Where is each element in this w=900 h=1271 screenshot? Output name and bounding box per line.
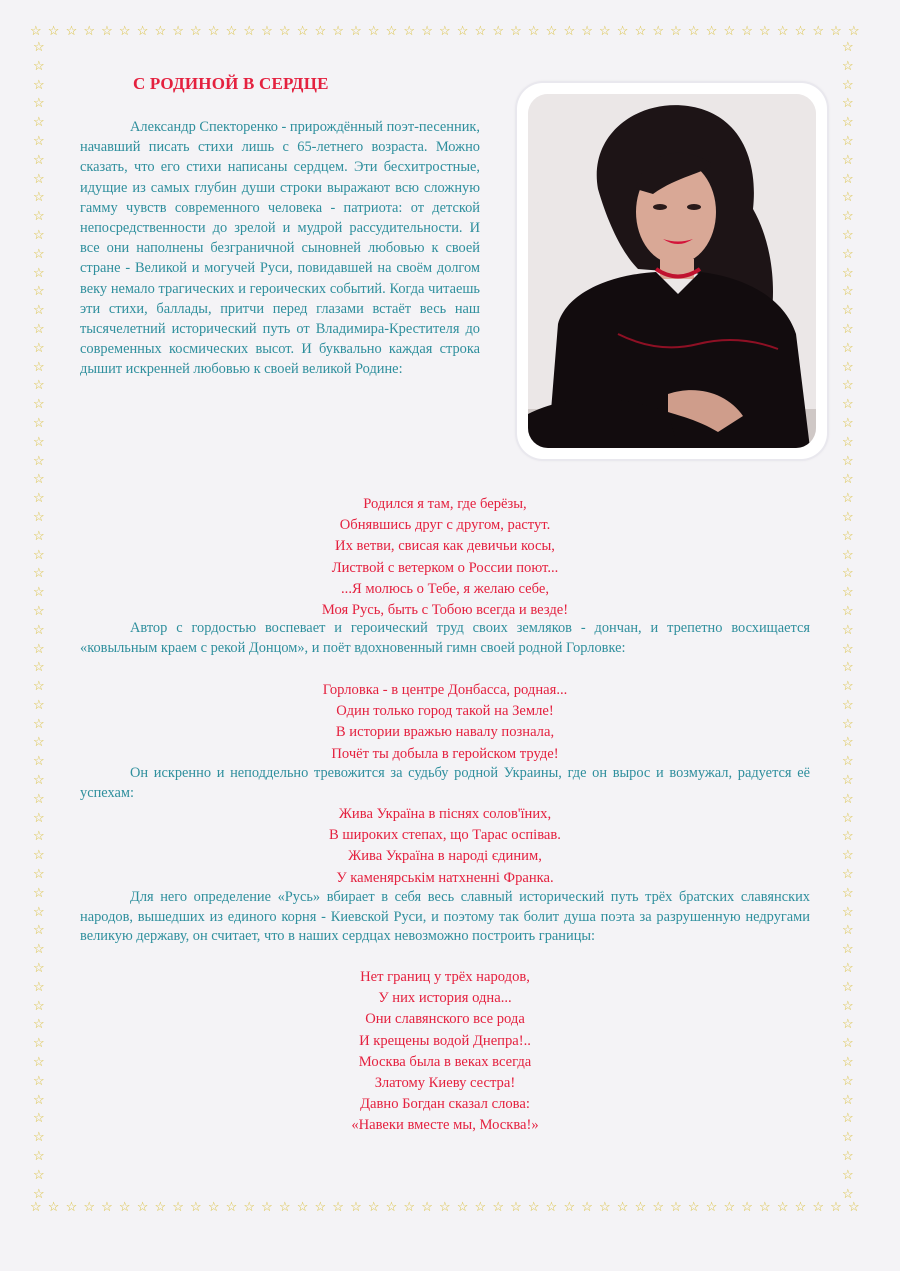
star-icon: ☆ (842, 602, 854, 618)
poem-line: Нет границ у трёх народов, (360, 969, 530, 985)
star-icon: ☆ (812, 23, 825, 38)
star-icon: ☆ (842, 339, 854, 355)
star-icon: ☆ (33, 132, 45, 148)
star-icon: ☆ (723, 23, 736, 38)
star-icon: ☆ (33, 1166, 45, 1182)
star-icon: ☆ (33, 95, 45, 111)
star-icon: ☆ (687, 1199, 700, 1214)
star-icon: ☆ (842, 490, 854, 506)
star-icon: ☆ (842, 320, 854, 336)
star-icon: ☆ (33, 114, 45, 130)
star-icon: ☆ (842, 715, 854, 731)
star-icon: ☆ (545, 1199, 558, 1214)
left-star-border (33, 40, 45, 1200)
star-icon: ☆ (842, 847, 854, 863)
star-icon: ☆ (842, 471, 854, 487)
star-icon: ☆ (33, 1091, 45, 1107)
star-icon: ☆ (842, 377, 854, 393)
star-icon: ☆ (33, 903, 45, 919)
poem-line: У них история одна... (378, 990, 512, 1007)
star-icon: ☆ (33, 659, 45, 675)
star-icon: ☆ (842, 621, 854, 637)
star-icon: ☆ (741, 1199, 753, 1214)
star-icon: ☆ (33, 396, 45, 412)
star-icon: ☆ (207, 23, 220, 38)
star-icon: ☆ (759, 23, 771, 38)
star-icon: ☆ (510, 1199, 522, 1214)
star-icon: ☆ (842, 189, 854, 205)
star-icon: ☆ (350, 1199, 362, 1214)
star-icon: ☆ (842, 696, 854, 712)
star-icon: ☆ (33, 433, 45, 449)
star-icon: ☆ (563, 23, 576, 38)
star-icon: ☆ (842, 132, 854, 148)
star-icon: ☆ (794, 23, 807, 38)
poem-birches (80, 494, 810, 621)
star-icon: ☆ (33, 941, 45, 957)
poem-line: Москва была в веках всегда (358, 1053, 532, 1070)
star-icon: ☆ (527, 23, 540, 38)
star-icon: ☆ (33, 226, 45, 242)
star-icon: ☆ (842, 39, 854, 54)
star-icon: ☆ (842, 1129, 854, 1145)
star-icon: ☆ (33, 546, 45, 562)
top-star-border (30, 24, 860, 37)
star-icon: ☆ (33, 884, 45, 900)
star-icon: ☆ (350, 23, 362, 38)
poem-line: В истории вражью навалу познала, (335, 724, 555, 741)
star-icon: ☆ (33, 565, 45, 581)
portrait-image (528, 94, 816, 448)
star-icon: ☆ (403, 23, 416, 38)
star-icon: ☆ (842, 245, 854, 261)
star-icon: ☆ (842, 922, 854, 938)
star-icon: ☆ (243, 23, 256, 38)
star-icon: ☆ (794, 1199, 807, 1214)
star-icon: ☆ (616, 23, 629, 38)
star-icon: ☆ (492, 23, 504, 38)
star-icon: ☆ (842, 790, 854, 806)
star-icon: ☆ (847, 1199, 860, 1214)
star-icon: ☆ (33, 922, 45, 938)
star-icon: ☆ (33, 490, 45, 506)
star-icon: ☆ (101, 23, 113, 38)
star-icon: ☆ (33, 1185, 45, 1201)
star-icon: ☆ (33, 452, 45, 468)
star-icon: ☆ (842, 884, 854, 900)
poem-line: Горловка - в центре Донбасса, родная... (322, 682, 568, 698)
star-icon: ☆ (670, 1199, 682, 1214)
star-icon: ☆ (842, 414, 854, 430)
star-icon: ☆ (207, 1199, 220, 1214)
star-icon: ☆ (842, 809, 854, 825)
star-icon: ☆ (33, 1072, 45, 1088)
poem-line: Почёт ты добыла в геройском труде! (331, 745, 559, 762)
poem-three-peoples (80, 967, 810, 1137)
star-icon: ☆ (33, 208, 45, 224)
star-icon: ☆ (33, 847, 45, 863)
star-icon: ☆ (47, 1199, 60, 1214)
star-icon: ☆ (634, 1199, 647, 1214)
star-icon: ☆ (705, 1199, 718, 1214)
star-icon: ☆ (456, 23, 469, 38)
star-icon: ☆ (842, 508, 854, 524)
page-title: С РОДИНОЙ В СЕРДЦЕ (133, 74, 329, 93)
star-icon: ☆ (33, 960, 45, 976)
star-icon: ☆ (842, 997, 854, 1013)
star-icon: ☆ (314, 1199, 327, 1214)
star-icon: ☆ (842, 57, 854, 73)
poem-line: Обнявшись друг с другом, растут. (339, 517, 551, 534)
star-icon: ☆ (842, 151, 854, 167)
star-icon: ☆ (812, 1199, 825, 1214)
star-icon: ☆ (842, 433, 854, 449)
star-icon: ☆ (842, 640, 854, 656)
poem-line: Моя Русь, быть с Тобою всегда и везде! (321, 602, 569, 619)
star-icon: ☆ (33, 377, 45, 393)
star-icon: ☆ (599, 23, 611, 38)
star-icon: ☆ (456, 1199, 469, 1214)
star-icon: ☆ (527, 1199, 540, 1214)
star-icon: ☆ (33, 678, 45, 694)
poem-line: Давно Богдан сказал слова: (360, 1096, 530, 1113)
star-icon: ☆ (33, 621, 45, 637)
star-icon: ☆ (842, 753, 854, 769)
star-icon: ☆ (225, 23, 238, 38)
star-icon: ☆ (545, 23, 558, 38)
star-icon: ☆ (842, 1091, 854, 1107)
poem-line: Они славянского все рода (365, 1011, 525, 1028)
star-icon: ☆ (136, 1199, 149, 1214)
star-icon: ☆ (33, 790, 45, 806)
star-icon: ☆ (842, 1166, 854, 1182)
author-portrait (528, 94, 816, 448)
right-star-border (842, 40, 854, 1200)
star-icon: ☆ (776, 1199, 789, 1214)
star-icon: ☆ (842, 358, 854, 374)
star-icon: ☆ (687, 23, 700, 38)
star-icon: ☆ (842, 546, 854, 562)
star-icon: ☆ (842, 941, 854, 957)
star-icon: ☆ (33, 809, 45, 825)
star-icon: ☆ (172, 23, 184, 38)
star-icon: ☆ (65, 23, 78, 38)
poem-line: ...Я молюсь о Тебе, я желаю себе, (341, 580, 549, 597)
star-icon: ☆ (581, 1199, 593, 1214)
star-icon: ☆ (385, 23, 398, 38)
star-icon: ☆ (154, 1199, 167, 1214)
star-icon: ☆ (842, 565, 854, 581)
poem-line: Жива Україна в піснях солов'їних, (338, 806, 552, 822)
star-icon: ☆ (83, 1199, 95, 1214)
star-icon: ☆ (403, 1199, 416, 1214)
star-icon: ☆ (634, 23, 647, 38)
star-icon: ☆ (842, 208, 854, 224)
star-icon: ☆ (154, 23, 167, 38)
star-icon: ☆ (842, 734, 854, 750)
star-icon: ☆ (33, 264, 45, 280)
star-icon: ☆ (616, 1199, 629, 1214)
star-icon: ☆ (33, 414, 45, 430)
poem-line: Златому Киеву сестра! (374, 1075, 516, 1092)
star-icon: ☆ (33, 772, 45, 788)
poem-line: Один только город такой на Земле! (336, 703, 554, 720)
star-icon: ☆ (705, 23, 718, 38)
star-icon: ☆ (842, 527, 854, 543)
star-icon: ☆ (261, 23, 273, 38)
star-icon: ☆ (842, 903, 854, 919)
star-icon: ☆ (33, 696, 45, 712)
star-icon: ☆ (172, 1199, 184, 1214)
poem-line: И крещены водой Днепра!.. (359, 1032, 531, 1049)
star-icon: ☆ (842, 283, 854, 299)
poem-line: У каменярськім натхненні Франка. (336, 869, 554, 886)
star-icon: ☆ (741, 23, 753, 38)
star-icon: ☆ (367, 1199, 380, 1214)
star-icon: ☆ (33, 170, 45, 186)
star-icon: ☆ (652, 23, 664, 38)
star-icon: ☆ (842, 1148, 854, 1164)
star-icon: ☆ (118, 23, 131, 38)
star-icon: ☆ (759, 1199, 771, 1214)
poem-line: Листвой с ветерком о России поют... (331, 559, 559, 576)
star-icon: ☆ (33, 471, 45, 487)
intro-paragraph: Александр Спекторенко - прирождённый поэт-песенник, начавший писать стихи лишь с 65-летнего возраста. Можно сказать, что его стихи написаны сердцем. Эти бесхитростные, идущие из самых глубин души строки выражают всю сложную гамму чувств современного человека - патриота: от детской непосредственности до зрелой и мудрой рассудительности. И все они наполнены безграничной сыновней любовью к своей стране - Великой и могучей Руси, повидавшей на своём долгом веку немало трагических и героических событий. Когда читаешь эти стихи, баллады, притчи перед глазами встаёт весь наш тысячелетний исторический путь от Владимира-Крестителя до современных космических высот. И буквально каждая строка дышит искренней любовью к своей великой Родине: (80, 119, 480, 378)
star-icon: ☆ (492, 1199, 504, 1214)
star-icon: ☆ (190, 1199, 202, 1214)
star-icon: ☆ (474, 1199, 487, 1214)
poem-line: В широких степах, що Тарас оспівав. (329, 827, 561, 844)
star-icon: ☆ (842, 226, 854, 242)
star-icon: ☆ (101, 1199, 113, 1214)
star-icon: ☆ (842, 452, 854, 468)
star-icon: ☆ (842, 170, 854, 186)
star-icon: ☆ (776, 23, 789, 38)
star-icon: ☆ (33, 828, 45, 844)
star-icon: ☆ (847, 23, 860, 38)
star-icon: ☆ (474, 23, 487, 38)
star-icon: ☆ (842, 1054, 854, 1070)
star-icon: ☆ (33, 39, 45, 54)
star-icon: ☆ (842, 114, 854, 130)
star-icon: ☆ (33, 1054, 45, 1070)
poem-line: Жива Україна в народі єдиним, (348, 848, 542, 865)
star-icon: ☆ (842, 1035, 854, 1051)
star-icon: ☆ (278, 23, 291, 38)
poem-gorlovka (80, 680, 810, 765)
star-icon: ☆ (830, 1199, 842, 1214)
star-icon: ☆ (30, 1199, 42, 1214)
star-icon: ☆ (723, 1199, 736, 1214)
star-icon: ☆ (33, 57, 45, 73)
star-icon: ☆ (652, 1199, 664, 1214)
star-icon: ☆ (563, 1199, 576, 1214)
star-icon: ☆ (118, 1199, 131, 1214)
star-icon: ☆ (842, 960, 854, 976)
star-icon: ☆ (136, 23, 149, 38)
star-icon: ☆ (842, 828, 854, 844)
star-icon: ☆ (842, 76, 854, 92)
star-icon: ☆ (842, 95, 854, 111)
star-icon: ☆ (278, 1199, 291, 1214)
star-icon: ☆ (842, 302, 854, 318)
star-icon: ☆ (190, 23, 202, 38)
star-icon: ☆ (33, 508, 45, 524)
star-icon: ☆ (842, 396, 854, 412)
star-icon: ☆ (842, 1016, 854, 1032)
star-icon: ☆ (33, 339, 45, 355)
star-icon: ☆ (65, 1199, 78, 1214)
star-icon: ☆ (243, 1199, 256, 1214)
star-icon: ☆ (33, 189, 45, 205)
star-icon: ☆ (438, 23, 451, 38)
star-icon: ☆ (33, 76, 45, 92)
star-icon: ☆ (421, 23, 433, 38)
star-icon: ☆ (225, 1199, 238, 1214)
star-icon: ☆ (33, 1148, 45, 1164)
star-icon: ☆ (842, 264, 854, 280)
star-icon: ☆ (599, 1199, 611, 1214)
star-icon: ☆ (842, 678, 854, 694)
star-icon: ☆ (33, 151, 45, 167)
star-icon: ☆ (842, 866, 854, 882)
prose-ukraine: Он искренно и неподдельно тревожится за судьбу родной Украины, где он вырос и возмужал, радуется её успехам: (80, 765, 810, 801)
poem-line: Их ветви, свисая как девичьи косы, (335, 538, 555, 555)
star-icon: ☆ (33, 602, 45, 618)
star-icon: ☆ (33, 584, 45, 600)
star-icon: ☆ (842, 1185, 854, 1201)
star-icon: ☆ (842, 772, 854, 788)
star-icon: ☆ (510, 23, 522, 38)
star-icon: ☆ (33, 358, 45, 374)
star-icon: ☆ (332, 1199, 344, 1214)
star-icon: ☆ (842, 978, 854, 994)
star-icon: ☆ (33, 320, 45, 336)
star-icon: ☆ (33, 640, 45, 656)
star-icon: ☆ (47, 23, 60, 38)
star-icon: ☆ (296, 23, 309, 38)
star-icon: ☆ (670, 23, 682, 38)
star-icon: ☆ (842, 584, 854, 600)
star-icon: ☆ (33, 997, 45, 1013)
star-icon: ☆ (33, 1129, 45, 1145)
star-icon: ☆ (33, 978, 45, 994)
star-icon: ☆ (33, 753, 45, 769)
star-icon: ☆ (581, 23, 593, 38)
poem-ukraine (80, 804, 810, 889)
star-icon: ☆ (33, 734, 45, 750)
star-icon: ☆ (33, 245, 45, 261)
star-icon: ☆ (296, 1199, 309, 1214)
poem-line: «Навеки вместе мы, Москва!» (351, 1117, 539, 1134)
bottom-star-border (30, 1200, 860, 1213)
star-icon: ☆ (842, 659, 854, 675)
star-icon: ☆ (830, 23, 842, 38)
star-icon: ☆ (842, 1110, 854, 1126)
star-icon: ☆ (83, 23, 95, 38)
star-icon: ☆ (33, 866, 45, 882)
star-icon: ☆ (30, 23, 42, 38)
star-icon: ☆ (438, 1199, 451, 1214)
poem-line: Родился я там, где берёзы, (363, 496, 527, 512)
prose-donbass: Автор с гордостью воспевает и героический труд своих земляков - дончан, и трепетно восхищается «ковыльным краем с рекой Донцом», и поёт вдохновенный гимн своей родной Горловке: (80, 620, 810, 656)
star-icon: ☆ (33, 527, 45, 543)
prose-rus: Для него определение «Русь» вбирает в себя весь славный исторический путь трёх братских славянских народов, вышедших из единого корня - Киевской Руси, и поэтому так болит душа поэта за разрушенную недругами великую державу, он считает, что в наших сердцах невозможно построить границы: (80, 889, 810, 944)
star-icon: ☆ (314, 23, 327, 38)
star-icon: ☆ (842, 1072, 854, 1088)
star-icon: ☆ (33, 715, 45, 731)
star-icon: ☆ (33, 1035, 45, 1051)
star-icon: ☆ (33, 302, 45, 318)
star-icon: ☆ (33, 1016, 45, 1032)
star-icon: ☆ (33, 1110, 45, 1126)
star-icon: ☆ (261, 1199, 273, 1214)
star-icon: ☆ (385, 1199, 398, 1214)
star-icon: ☆ (421, 1199, 433, 1214)
star-icon: ☆ (33, 283, 45, 299)
star-icon: ☆ (332, 23, 344, 38)
star-icon: ☆ (367, 23, 380, 38)
